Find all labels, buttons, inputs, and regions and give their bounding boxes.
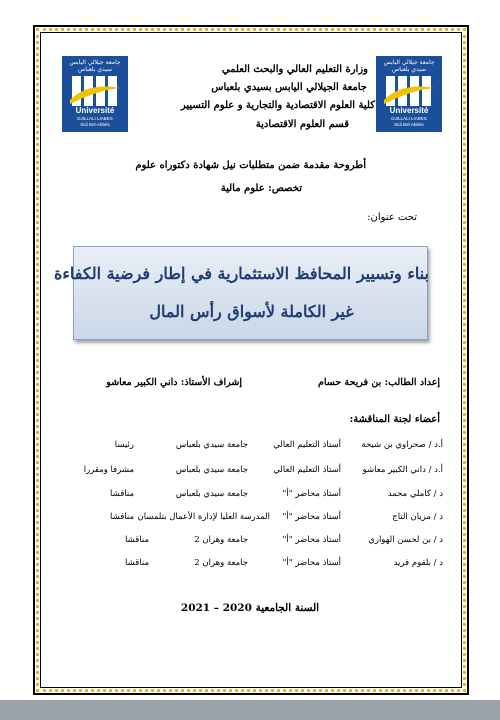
thesis-purpose: أطروحة مقدمة ضمن متطلبات نيل شهادة دكتوراه علوم (135, 160, 366, 171)
logo-line-2: Sidi Bel-Abbès (80, 121, 110, 127)
member-rank: أستاذ محاضر "أ" (282, 489, 341, 499)
academic-year: السنة الجامعية 2020 – 2021 (180, 602, 320, 614)
thesis-title-box (54, 246, 429, 340)
university-line: جامعة الجيلالي اليابس بسيدي بلعباس (211, 82, 367, 93)
member-name: د / بلقوم فريد (393, 558, 443, 568)
logo-line-1: DJILLALI LIABES (391, 116, 427, 121)
logo-arabic-text: جامعة جيلالي اليابس سيدي بلعباس (69, 59, 121, 73)
logo-arabic-text: جامعة جيلالي اليابس سيدي بلعباس (383, 59, 435, 73)
member-name: أ.د / داني الكبير معاشو (362, 465, 443, 475)
member-rank: أستاذ محاضر "أ" (282, 535, 341, 545)
committee-heading: أعضاء لجنة المناقشة: (349, 414, 440, 425)
logo-line-1: DJILLALI LIABES (77, 116, 113, 121)
member-institution: جامعة وهران 2 (194, 558, 248, 568)
member-institution: المدرسة العليا لإدارة الأعمال بتلمسان (137, 512, 270, 522)
member-role: مناقشا (125, 535, 149, 545)
member-institution: جامعة سيدي بلعباس (175, 465, 248, 475)
member-name: د / بن لحسن الهواري (368, 535, 443, 545)
member-name: أ.د / صحراوي بن شيحة (361, 440, 443, 450)
member-role: مناقشا (110, 489, 134, 499)
member-institution: جامعة سيدي بلعباس (175, 489, 248, 499)
under-title-label: تحت عنوان: (367, 212, 417, 223)
member-name: د / كاملي محمد (387, 489, 443, 499)
member-institution: جامعة وهران 2 (194, 535, 248, 545)
logo-subtitle (376, 116, 442, 127)
member-role: مشرفا ومقررا (83, 465, 134, 475)
member-name: د / مزيان التاج (392, 512, 443, 522)
logo-university-word: Université (75, 106, 115, 115)
member-rank: أستاذ محاضر "أ" (282, 512, 341, 522)
thesis-title-line-1: بناء وتسيير المحافظ الاستثمارية في إطار فرضية الكفاءة (54, 264, 429, 283)
logo-line-2: Sidi Bel-Abbès (394, 121, 424, 127)
thesis-title-line-2: غير الكاملة لأسواق رأس المال (149, 302, 354, 321)
thesis-specialty: تخصص: علوم مالية (220, 183, 302, 194)
supervisor-line: إشراف الأستاذ: داني الكبير معاشو (106, 377, 242, 388)
logo-emblem-icon (382, 74, 436, 108)
department-line: قسم العلوم الاقتصادية (255, 119, 349, 130)
ministry-line: وزارة التعليم العالي والبحث العلمي (221, 64, 368, 75)
member-rank: أستاذ محاضر "أ" (282, 558, 341, 568)
logo-university-word: Université (389, 106, 429, 115)
member-rank: أستاذ التعليم العالي (273, 440, 341, 450)
bottom-shade (0, 700, 500, 720)
student-line: إعداد الطالب: بن فريحة حسام (318, 377, 440, 388)
member-institution: جامعة سيدي بلعباس (175, 440, 248, 450)
member-role: مناقشا (110, 512, 134, 522)
member-role: مناقشا (125, 558, 149, 568)
member-role: رئيسا (114, 440, 134, 450)
university-logo-right (376, 56, 442, 132)
faculty-line: كلية العلوم الاقتصادية والتجارية و علوم التسيير (180, 100, 375, 111)
member-rank: أستاذ التعليم العالي (273, 465, 341, 475)
